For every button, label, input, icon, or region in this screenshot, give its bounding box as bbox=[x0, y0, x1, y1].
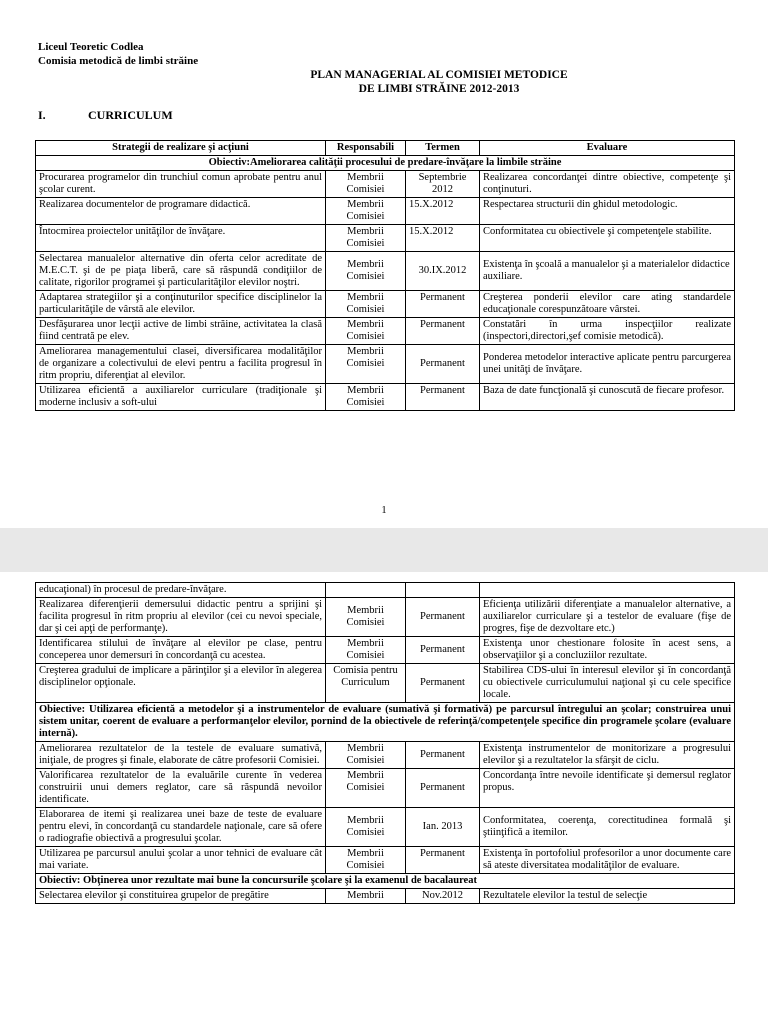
table-row bbox=[36, 583, 735, 598]
strategy-cell: Întocmirea proiectelor unităţilor de învăţare. bbox=[36, 225, 326, 252]
table-header-row bbox=[36, 141, 735, 156]
title-line-1: PLAN MANAGERIAL AL COMISIEI METODICE bbox=[310, 69, 568, 81]
strategy-cell: Selectarea elevilor şi constituirea grupelor de pregătire bbox=[36, 889, 326, 904]
header-strategies: Strategii de realizare şi acţiuni bbox=[36, 141, 326, 156]
strategy-cell: Identificarea stilului de învăţare al elevilor pe clase, pentru conceperea unor demersuri în concordanţă cu acestea. bbox=[36, 637, 326, 664]
strategy-cell: Elaborarea de itemi şi realizarea unei baze de teste de evaluare pentru elevi, în concordanţă cu standardele naţionale, care să ofere o radiografie obiectivă a progresului şcolar. bbox=[36, 808, 326, 847]
responsible-cell: Comisia pentru Curriculum bbox=[326, 664, 406, 703]
evaluation-cell: Conformitatea, coerenţa, corectitudinea formală şi ştiinţifică a itemilor. bbox=[480, 808, 735, 847]
responsible-cell: Membrii Comisiei bbox=[326, 742, 406, 769]
evaluation-cell: Creşterea ponderii elevilor care ating standardele educaţionale corespunzătoare vârstei. bbox=[480, 291, 735, 318]
strategy-cell: Creşterea gradului de implicare a părinţilor şi a elevilor în alegerea disciplinelor opţionale. bbox=[36, 664, 326, 703]
responsible-cell: Membrii Comisiei bbox=[326, 291, 406, 318]
table-row bbox=[36, 742, 735, 769]
evaluation-cell: Eficienţa utilizării diferenţiate a manualelor alternative, a auxiliarelor curriculare şi a testelor de evaluare (fişe de progres, fişe de dezvoltare etc.) bbox=[480, 598, 735, 637]
term-cell: Permanent bbox=[406, 384, 480, 411]
evaluation-cell: Existenţa în portofoliul profesorilor a unor documente care să ateste diversitatea modalităţilor de evaluare. bbox=[480, 847, 735, 874]
table-row bbox=[36, 252, 735, 291]
evaluation-cell: Conformitatea cu obiectivele şi competenţele stabilite. bbox=[480, 225, 735, 252]
responsible-cell: Membrii Comisiei bbox=[326, 252, 406, 291]
evaluation-cell: Constatări în urma inspecţiilor realizate (inspectori,directori,şef comisie metodică). bbox=[480, 318, 735, 345]
table-row bbox=[36, 318, 735, 345]
term-cell: 15.X.2012 bbox=[406, 198, 480, 225]
evaluation-cell: Rezultatele elevilor la testul de selecţie bbox=[480, 889, 735, 904]
term-cell: 15.X.2012 bbox=[406, 225, 480, 252]
objective-2: Obiective: Utilizarea eficientă a metodelor şi a instrumentelor de evaluare (sumativă şi formativă) pe parcursul întregului an şcolar; construirea unui sistem unitar, coerent de evaluare a performanţelor elevilor, pornind de la obiectivele de referinţă/competenţele specifice din programele şcolare (evaluare internă). bbox=[36, 703, 735, 742]
table-row bbox=[36, 198, 735, 225]
strategy-cell: Realizarea diferenţierii demersului didactic pentru a sprijini şi facilita progresul în ritm propriu al elevilor (cei cu nevoi speciale, dar şi cei apţi de performanţe). bbox=[36, 598, 326, 637]
strategy-cell: Adaptarea strategiilor şi a conţinuturilor specifice disciplinelor la particularităţile de vârstă ale elevilor. bbox=[36, 291, 326, 318]
evaluation-cell: Realizarea concordanţei dintre obiective, competenţe şi conţinuturi. bbox=[480, 171, 735, 198]
term-cell: Permanent bbox=[406, 742, 480, 769]
strategy-cell: Ameliorarea rezultatelor de la testele de evaluare sumativă, iniţiale, de progres şi finale, elaborate de către profesorii Comisiei. bbox=[36, 742, 326, 769]
strategy-cell: Selectarea manualelor alternative din oferta celor acreditate de M.E.C.T. şi de pe piaţa liberă, care să răspundă condiţiilor de calitate, rigorilor programei şi particularităţilor elevilor noştri. bbox=[36, 252, 326, 291]
strategy-cell: Desfăşurarea unor lecţii active de limbi străine, activitatea la clasă fiind centrată pe elev. bbox=[36, 318, 326, 345]
objective-row bbox=[36, 703, 735, 742]
responsible-cell: Membrii Comisiei bbox=[326, 345, 406, 384]
curriculum-table-page-1 bbox=[35, 140, 735, 411]
evaluation-cell bbox=[480, 583, 735, 598]
responsible-cell: Membrii Comisiei bbox=[326, 225, 406, 252]
term-cell: Permanent bbox=[406, 637, 480, 664]
table-row bbox=[36, 598, 735, 637]
table-row bbox=[36, 345, 735, 384]
objective-row bbox=[36, 874, 735, 889]
header-responsible: Responsabili bbox=[326, 141, 406, 156]
term-cell: 30.IX.2012 bbox=[406, 252, 480, 291]
table-row bbox=[36, 171, 735, 198]
responsible-cell: Membrii Comisiei bbox=[326, 384, 406, 411]
strategy-cell: educaţional) în procesul de predare-învăţare. bbox=[36, 583, 326, 598]
responsible-cell: Membrii Comisiei bbox=[326, 847, 406, 874]
evaluation-cell: Respectarea structurii din ghidul metodologic. bbox=[480, 198, 735, 225]
table-row bbox=[36, 225, 735, 252]
responsible-cell: Membrii Comisiei bbox=[326, 637, 406, 664]
objective-3: Obiectiv: Obţinerea unor rezultate mai bune la concursurile şcolare şi la examenul de bacalaureat bbox=[36, 874, 735, 889]
document-page-2 bbox=[0, 572, 768, 1024]
section-heading bbox=[38, 108, 173, 123]
term-cell: Septembrie 2012 bbox=[406, 171, 480, 198]
responsible-cell: Membrii bbox=[326, 889, 406, 904]
responsible-cell: Membrii Comisiei bbox=[326, 808, 406, 847]
title-line-2: DE LIMBI STRĂINE 2012-2013 bbox=[358, 83, 520, 95]
term-cell: Permanent bbox=[406, 664, 480, 703]
term-cell: Permanent bbox=[406, 847, 480, 874]
objective-row bbox=[36, 156, 735, 171]
responsible-cell: Membrii Comisiei bbox=[326, 318, 406, 345]
school-name: Liceul Teoretic Codlea bbox=[38, 41, 144, 53]
document-title bbox=[0, 68, 768, 96]
section-title: CURRICULUM bbox=[88, 108, 173, 122]
term-cell: Nov.2012 bbox=[406, 889, 480, 904]
table-row bbox=[36, 637, 735, 664]
responsible-cell: Membrii Comisiei bbox=[326, 769, 406, 808]
strategy-cell: Utilizarea eficientă a auxiliarelor curriculare (tradiţionale şi moderne inclusiv a soft-ului bbox=[36, 384, 326, 411]
curriculum-table-page-2 bbox=[35, 582, 735, 904]
table-row bbox=[36, 769, 735, 808]
table-row bbox=[36, 889, 735, 904]
strategy-cell: Realizarea documentelor de programare didactică. bbox=[36, 198, 326, 225]
header-evaluation: Evaluare bbox=[480, 141, 735, 156]
evaluation-cell: Existenţa în şcoală a manualelor şi a materialelor didactice auxiliare. bbox=[480, 252, 735, 291]
term-cell: Permanent bbox=[406, 345, 480, 384]
objective-1: Obiectiv:Ameliorarea calităţii procesului de predare-învăţare la limbile străine bbox=[36, 156, 735, 171]
page-number: 1 bbox=[381, 505, 387, 516]
term-cell: Permanent bbox=[406, 598, 480, 637]
commission-name: Comisia metodică de limbi străine bbox=[38, 55, 199, 67]
term-cell: Permanent bbox=[406, 291, 480, 318]
responsible-cell: Membrii Comisiei bbox=[326, 598, 406, 637]
term-cell: Permanent bbox=[406, 769, 480, 808]
evaluation-cell: Existenţa unor chestionare folosite în acest sens, a observaţiilor şi a concluziilor rezultate. bbox=[480, 637, 735, 664]
evaluation-cell: Existenţa instrumentelor de monitorizare a progresului elevilor şi a rezultatelor la sfârşit de ciclu. bbox=[480, 742, 735, 769]
evaluation-cell: Stabilirea CDS-ului în interesul elevilor şi în concordanţă cu obiectivele curriculumului naţional şi cu cele specifice locale. bbox=[480, 664, 735, 703]
term-cell: Permanent bbox=[406, 318, 480, 345]
table-row bbox=[36, 808, 735, 847]
section-number: I. bbox=[38, 108, 46, 122]
evaluation-cell: Concordanţa între nevoile identificate şi demersul reglator propus. bbox=[480, 769, 735, 808]
responsible-cell bbox=[326, 583, 406, 598]
responsible-cell: Membrii Comisiei bbox=[326, 171, 406, 198]
strategy-cell: Valorificarea rezultatelor de la evaluările curente în vederea construirii unui demers reglator, care să răspundă nevoilor identificate. bbox=[36, 769, 326, 808]
term-cell: Ian. 2013 bbox=[406, 808, 480, 847]
responsible-cell: Membrii Comisiei bbox=[326, 198, 406, 225]
strategy-cell: Utilizarea pe parcursul anului şcolar a unor tehnici de evaluare cât mai variate. bbox=[36, 847, 326, 874]
table-row bbox=[36, 291, 735, 318]
table-row bbox=[36, 384, 735, 411]
table-row bbox=[36, 847, 735, 874]
evaluation-cell: Baza de date funcţională şi cunoscută de fiecare profesor. bbox=[480, 384, 735, 411]
strategy-cell: Ameliorarea managementului clasei, diversificarea modalităţilor de organizare a colectivului de elevi pentru a facilita progresul în ritm propriu, diferenţiat al elevilor. bbox=[36, 345, 326, 384]
table-row bbox=[36, 664, 735, 703]
strategy-cell: Procurarea programelor din trunchiul comun aprobate pentru anul şcolar curent. bbox=[36, 171, 326, 198]
evaluation-cell: Ponderea metodelor interactive aplicate pentru parcurgerea unei unităţi de învăţare. bbox=[480, 345, 735, 384]
header-term: Termen bbox=[406, 141, 480, 156]
term-cell bbox=[406, 583, 480, 598]
